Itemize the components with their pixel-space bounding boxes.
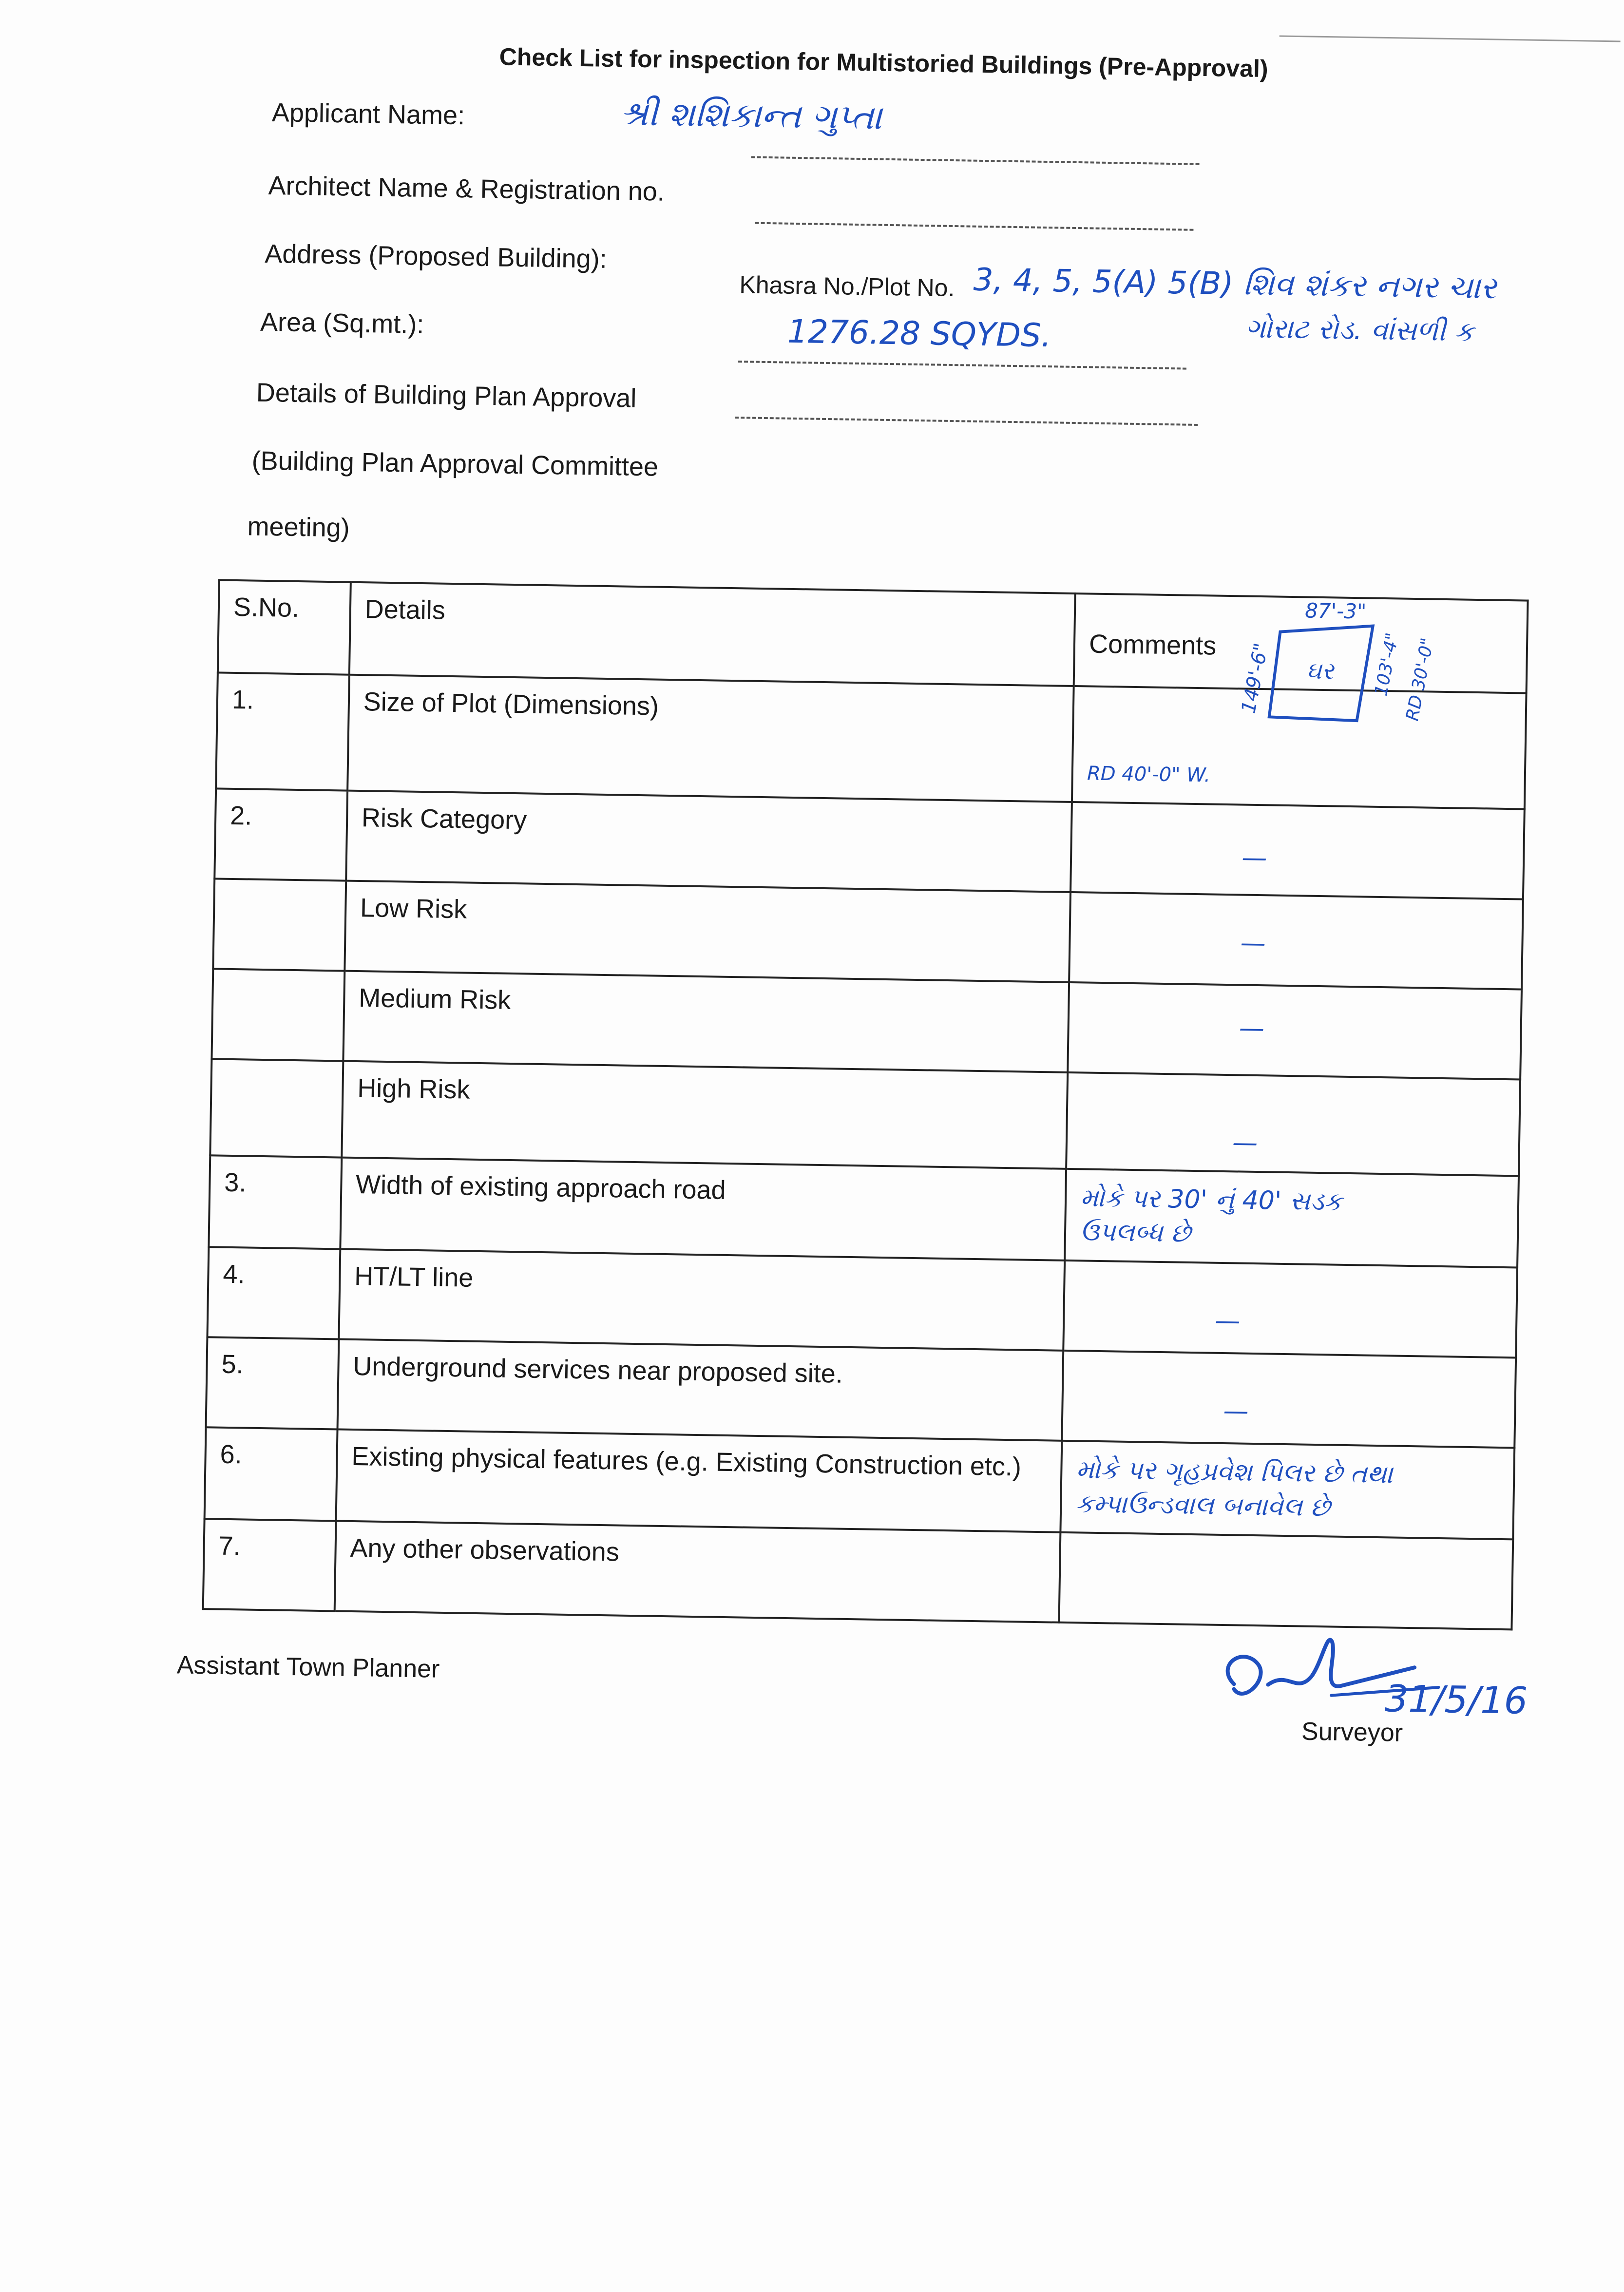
row-comment-text: મોકે પર 30' નું 40' સડક <box>1080 1183 1342 1217</box>
sketch-top-dim: 87'-3" <box>1304 598 1367 624</box>
row-comment <box>1061 1441 1515 1540</box>
row-sno: 5. <box>206 1337 339 1429</box>
row-sno: 4. <box>207 1247 340 1339</box>
row-details: Size of Plot (Dimensions) <box>347 675 1074 802</box>
table-row <box>216 672 1526 809</box>
row-sno: 6. <box>205 1427 338 1521</box>
sketch-right-road: RD 30'-0" <box>1402 636 1438 723</box>
address-label: Address (Proposed Building): <box>264 239 608 274</box>
row-comment-text: — <box>1223 1396 1249 1426</box>
assistant-town-planner-label: Assistant Town Planner <box>176 1651 440 1683</box>
row-comment <box>1069 892 1523 990</box>
row-comment-text: — <box>1239 1013 1265 1044</box>
row-comment <box>1068 982 1522 1080</box>
row-comment-text: — <box>1214 1306 1241 1336</box>
applicant-name-value: શ્રી શશિકાન્ત ગુપ્તા <box>620 93 882 137</box>
row-details: Width of existing approach road <box>340 1158 1066 1261</box>
architect-label: Architect Name & Registration no. <box>268 171 665 207</box>
row-sno <box>210 1059 343 1157</box>
row-comment <box>1065 1169 1519 1268</box>
header-comments-label: Comments <box>1089 629 1217 661</box>
applicant-name-label: Applicant Name: <box>271 98 465 131</box>
sketch-left-dim: 149'-6" <box>1237 641 1273 715</box>
sketch-right-dim: 103'-4" <box>1371 631 1403 698</box>
khasra-value: 3, 4, 5, 5(A) 5(B) શિવ શંકર નગર ચાર <box>973 262 1497 306</box>
row-comment <box>1066 1072 1520 1176</box>
area-line <box>738 361 1186 369</box>
header-sno: S.No. <box>218 580 351 674</box>
approval-line <box>735 417 1198 426</box>
surveyor-label: Surveyor <box>1301 1717 1403 1747</box>
row-comment <box>1062 1351 1516 1448</box>
header-comments <box>1074 593 1528 723</box>
row-comment-text-line2: કમ્પાઉન્ડવાલ બનાવેલ છે <box>1075 1489 1331 1523</box>
architect-line <box>755 222 1193 231</box>
row-sno: 2. <box>214 788 347 880</box>
checklist-table <box>202 579 1529 1630</box>
row-comment <box>1063 1261 1517 1358</box>
sketch-center: ઘર <box>1306 657 1335 685</box>
row-comment-text: — <box>1240 928 1266 958</box>
approval-label-line3: meeting) <box>247 512 350 543</box>
row-details: High Risk <box>342 1061 1068 1169</box>
row-details: Existing physical features (e.g. Existing Construction etc.) <box>336 1429 1062 1532</box>
sketch-bottom-dim: RD 40'-0" W. <box>1087 762 1211 787</box>
area-label: Area (Sq.mt.): <box>260 307 424 339</box>
page-title: Check List for inspection for Multistoried Buildings (Pre-Approval) <box>499 43 1268 83</box>
row-sno: 3. <box>209 1155 342 1249</box>
row-details: HT/LT line <box>339 1249 1065 1351</box>
area-value: 1276.28 SQYDS. <box>787 312 1052 355</box>
row-comment-text: — <box>1241 843 1267 873</box>
signature-date: 31/5/16 <box>1384 1677 1528 1722</box>
applicant-name-line <box>751 156 1200 165</box>
row-details: Any other observations <box>334 1521 1060 1622</box>
row-sno: 1. <box>216 672 349 790</box>
khasra-value-line2: ગોરાટ રોડ. વાંસળી ક <box>1245 312 1474 348</box>
khasra-label: Khasra No./Plot No. <box>739 271 955 302</box>
row-comment <box>1072 686 1526 809</box>
row-sno <box>213 879 346 971</box>
row-comment <box>1070 802 1525 899</box>
top-rule <box>1280 35 1621 42</box>
row-sno <box>211 969 344 1061</box>
row-details: Underground services near proposed site. <box>337 1339 1063 1440</box>
row-details: Low Risk <box>344 881 1070 982</box>
row-comment-text-line2: ઉપલબ્ધ છે <box>1079 1217 1191 1248</box>
row-comment-text: — <box>1232 1128 1258 1158</box>
approval-label-line1: Details of Building Plan Approval <box>256 378 637 413</box>
approval-label-line2: (Building Plan Approval Committee <box>251 446 659 482</box>
row-details: Medium Risk <box>343 971 1069 1072</box>
row-sno: 7. <box>203 1519 336 1611</box>
row-comment-text: મોકે પર ગૃહપ્રવેશ પિલર છે તથા <box>1076 1455 1393 1490</box>
row-details: Risk Category <box>346 791 1072 892</box>
header-details: Details <box>349 582 1075 686</box>
